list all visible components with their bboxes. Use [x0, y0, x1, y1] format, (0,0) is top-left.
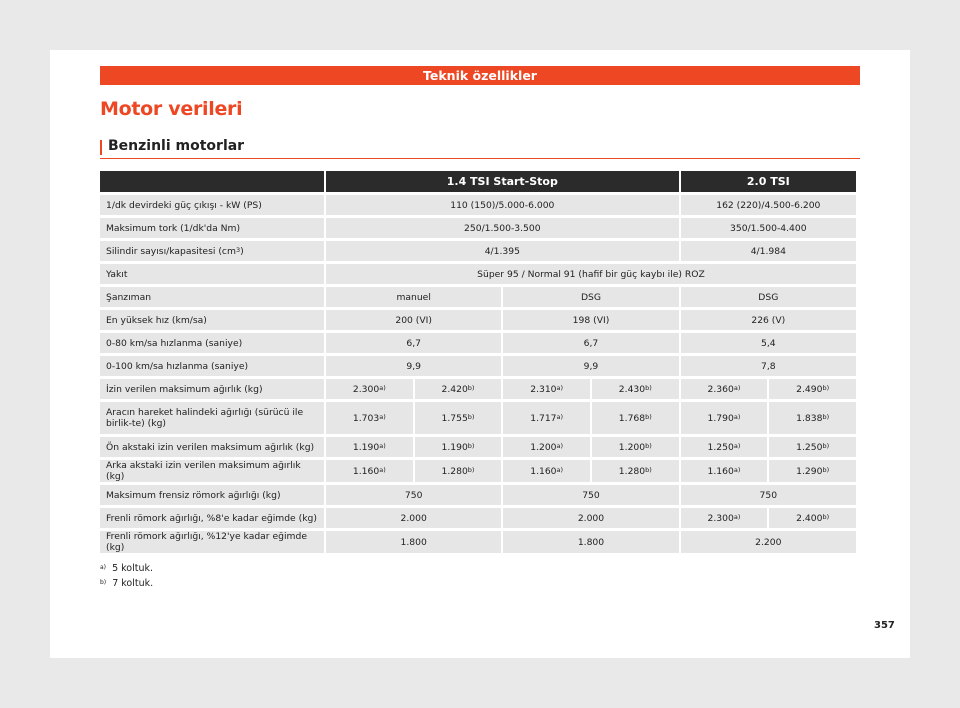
cell: 1.838$^{b)}$	[769, 402, 856, 437]
cell: 200 (VI)	[326, 310, 501, 333]
table-row	[100, 218, 856, 241]
cell: 226 (V)	[681, 310, 856, 333]
cell: 2.430$^{b)}$	[592, 379, 679, 402]
table-row	[100, 402, 856, 437]
table-row	[100, 264, 856, 287]
cell: 1.768$^{b)}$	[592, 402, 679, 437]
subsection-heading	[100, 138, 860, 159]
table-row	[100, 460, 856, 485]
cell: 1.755$^{b)}$	[415, 402, 502, 437]
page-number: 357	[874, 620, 895, 631]
table-row	[100, 508, 856, 531]
cell: 5,4	[681, 333, 856, 356]
cell: 1.800	[326, 531, 501, 556]
cell: 2.200	[681, 531, 856, 556]
cell: 2.300$^{a)}$	[326, 379, 413, 402]
row-label: Aracın hareket halindeki ağırlığı (sürücü ile birlik-te) (kg)	[100, 402, 324, 437]
cell: 2.360$^{a)}$	[681, 379, 768, 402]
cell: 1.717$^{a)}$	[503, 402, 590, 437]
row-label: 1/dk devirdeki güç çıkışı - kW (PS)	[100, 195, 324, 218]
cell: 110 (150)/5.000-6.000	[326, 195, 679, 218]
cell: 7,8	[681, 356, 856, 379]
row-label: Frenli römork ağırlığı, %12'ye kadar eğimde (kg)	[100, 531, 324, 556]
cell: 2.300$^{a)}$	[681, 508, 768, 531]
footnote	[100, 576, 153, 591]
cell: 1.160$^{a)}$	[503, 460, 590, 485]
cell: DSG	[681, 287, 856, 310]
cell: 1.280$^{b)}$	[415, 460, 502, 485]
table-header-row	[100, 171, 856, 195]
cell: 6,7	[326, 333, 501, 356]
header-empty	[100, 171, 324, 195]
row-label	[100, 241, 324, 264]
cell: 9,9	[503, 356, 678, 379]
row-label: Şanzıman	[100, 287, 324, 310]
footnotes	[100, 561, 153, 591]
cell: DSG	[503, 287, 678, 310]
cell: 198 (VI)	[503, 310, 678, 333]
row-label: Arka akstaki izin verilen maksimum ağırlık (kg)	[100, 460, 324, 485]
engine-spec-table	[98, 171, 858, 556]
row-label: Ön akstaki izin verilen maksimum ağırlık (kg)	[100, 437, 324, 460]
cell: 750	[326, 485, 501, 508]
cell: 750	[681, 485, 856, 508]
cell: 2.400$^{b)}$	[769, 508, 856, 531]
cell: 1.200$^{a)}$	[503, 437, 590, 460]
row-label: En yüksek hız (km/sa)	[100, 310, 324, 333]
chapter-header: Teknik özellikler	[100, 66, 860, 85]
footnote-mark: b)	[100, 579, 107, 586]
row-label: Yakıt	[100, 264, 324, 287]
cell: 250/1.500-3.500	[326, 218, 679, 241]
cell: 1.250$^{a)}$	[681, 437, 768, 460]
footnote	[100, 561, 153, 576]
row-label: 0-100 km/sa hızlanma (saniye)	[100, 356, 324, 379]
footnote-mark: a)	[100, 564, 107, 571]
cell: 6,7	[503, 333, 678, 356]
cell: 1.290$^{b)}$	[769, 460, 856, 485]
table-row	[100, 333, 856, 356]
cell: 4/1.395	[326, 241, 679, 264]
cell: 9,9	[326, 356, 501, 379]
cell: 1.200$^{b)}$	[592, 437, 679, 460]
cell: 1.160$^{a)}$	[326, 460, 413, 485]
table-row	[100, 195, 856, 218]
table-row	[100, 241, 856, 264]
cell: 750	[503, 485, 678, 508]
cell: 4/1.984	[681, 241, 856, 264]
cell: 2.420$^{b)}$	[415, 379, 502, 402]
table-row	[100, 287, 856, 310]
subsection-marker	[100, 140, 102, 155]
cell: 162 (220)/4.500-6.200	[681, 195, 856, 218]
cell: 1.280$^{b)}$	[592, 460, 679, 485]
cell: manuel	[326, 287, 501, 310]
footnote-text: 5 koltuk.	[112, 563, 154, 574]
cell: 1.160$^{a)}$	[681, 460, 768, 485]
table-row	[100, 356, 856, 379]
footnote-text: 7 koltuk.	[112, 578, 154, 589]
cell: 1.703$^{a)}$	[326, 402, 413, 437]
row-label: Maksimum tork (1/dk'da Nm)	[100, 218, 324, 241]
table-row	[100, 437, 856, 460]
cell: Süper 95 / Normal 91 (hafif bir güç kaybı ile) ROZ	[326, 264, 856, 287]
cell: 2.000	[503, 508, 678, 531]
row-label: 0-80 km/sa hızlanma (saniye)	[100, 333, 324, 356]
cell: 1.790$^{a)}$	[681, 402, 768, 437]
cell: 1.800	[503, 531, 678, 556]
cell: 2.000	[326, 508, 501, 531]
row-label-end: )	[240, 245, 244, 257]
table-row	[100, 379, 856, 402]
row-label: Maksimum frensiz römork ağırlığı (kg)	[100, 485, 324, 508]
section-title: Motor verileri	[100, 98, 243, 120]
row-label: İzin verilen maksimum ağırlık (kg)	[100, 379, 324, 402]
header-engine-2: 2.0 TSI	[681, 171, 856, 195]
cell: 2.490$^{b)}$	[769, 379, 856, 402]
header-engine-1: 1.4 TSI Start-Stop	[326, 171, 679, 195]
table-row	[100, 485, 856, 508]
row-label-text: Silindir sayısı/kapasitesi (cm	[106, 245, 236, 257]
cell: 1.250$^{b)}$	[769, 437, 856, 460]
row-label: Frenli römork ağırlığı, %8'e kadar eğimde (kg)	[100, 508, 324, 531]
table-row	[100, 531, 856, 556]
cell: 2.310$^{a)}$	[503, 379, 590, 402]
cell: 350/1.500-4.400	[681, 218, 856, 241]
cell: 1.190$^{b)}$	[415, 437, 502, 460]
subsection-title: Benzinli motorlar	[108, 138, 245, 154]
cell: 1.190$^{a)}$	[326, 437, 413, 460]
superscript: 3	[235, 245, 241, 254]
table-row	[100, 310, 856, 333]
